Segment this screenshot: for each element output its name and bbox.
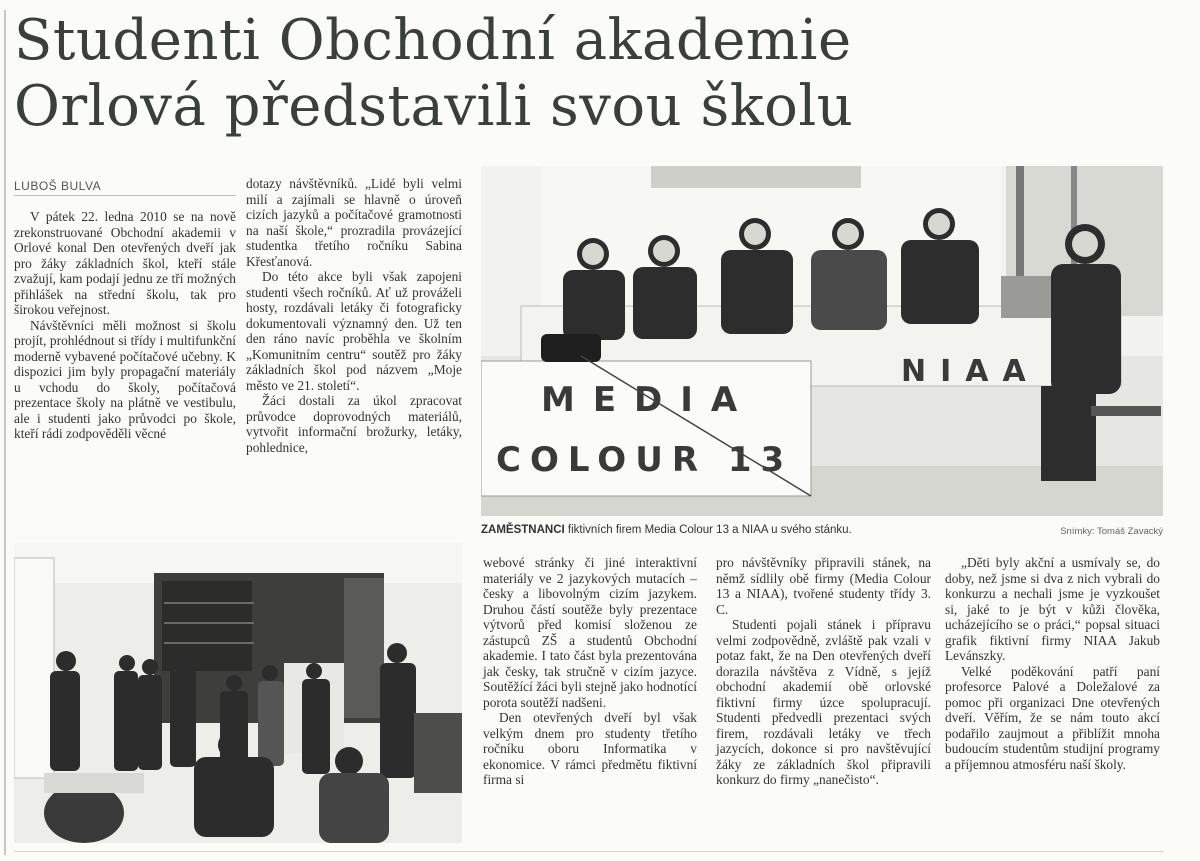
paragraph: Do této akce byli však zapojeni studenti všech ročníků. Ať už prováželi hosty, rozdávali letáky či fotograficky dokumentovali významný den. Už ten den ráno navíc proběhla ve školním „Komunitním centru“ soutěž pro žáky základních škol pod názvem „Moje město ve 21. století“. bbox=[246, 269, 462, 393]
headline-line-1: Studenti Obchodní akademie bbox=[14, 8, 852, 73]
paragraph: dotazy návštěvníků. „Lidé byli velmi milí a zajímali se hlavně o úroveň cizích jazyků a počítačové gramotnosti na naší škole,“ prozradila provázející studentka třetího ročníku Sabina Křesťanová. bbox=[246, 176, 462, 269]
photo-booth-staff-image bbox=[481, 166, 1163, 516]
photo-presentation bbox=[14, 543, 462, 843]
caption-text: fiktivních firem Media Colour 13 a NIAA u svého stánku. bbox=[564, 524, 852, 536]
banner-media-text: MEDIA bbox=[541, 380, 756, 420]
caption-lead: ZAMĚSTNANCI bbox=[481, 524, 565, 536]
page-edge-rule bbox=[4, 10, 6, 855]
photo-credit: Snímky: Tomáš Zavacký bbox=[1060, 526, 1163, 537]
headline bbox=[14, 8, 974, 140]
headline-line-2: Orlová představili svou školu bbox=[14, 74, 854, 139]
text-column-5 bbox=[945, 555, 1160, 772]
paragraph: webové stránky či jiné interaktivní materiály ve 2 jazykových mutacích – česky a libovolným cizím jazykem. Druhou částí soutěže byly prezentace výtvorů před komisí složenou ze zástupců ZŠ a studentů Obchodní akademie. I tato část byla prezentována jak česky, tak stručně v cizím jazyce. Soutěžící žáci byli stejně jako hodnotící porota soutěží nadšeni. bbox=[483, 555, 697, 710]
banner-niaa-text: NIAA bbox=[901, 354, 1040, 389]
paragraph: pro návštěvníky připravili stánek, na němž sídlily obě firmy (Media Colour 13 a NIAA), tvořené studenty třídy 3. C. bbox=[716, 555, 931, 617]
text-column-3 bbox=[483, 555, 697, 788]
paragraph: Návštěvníci měli možnost si školu projít, prohlédnout si třídy i multifunkční moderně vybavené počítačové učebny. K dispozici jim byly propagační materiály u vchodu do školy, počítačová prezentace školy na plátně ve vestibulu, ale i studenti jako průvodci po škole, kteří rádi zodpověděli věcné bbox=[14, 317, 236, 441]
paragraph: V pátek 22. ledna 2010 se na nově zrekonstruované Obchodní akademii v Orlové konal Den otevřených dveří jak pro žáky základních škol, kteří stále zvažují, kam podají jednu ze tří možných přihlášek na střední školu, tak pro širokou veřejnost. bbox=[14, 209, 236, 317]
text-column-1 bbox=[14, 209, 236, 442]
bottom-rule bbox=[14, 851, 1164, 852]
paragraph: „Děti byly akční a usmívaly se, do doby, než jsme si dva z nich vybrali do konkurzu a nechali jsme je vyzkoušet si, jaké to je být v kůži člověka, ucházejícího se o práci,“ popsal situaci grafik fiktivní firmy NIAA Jakub Levánszky. bbox=[945, 555, 1160, 663]
paragraph: Žáci dostali za úkol zpracovat průvodce doprovodných materiálů, vytvořit informační brožurky, letáky, pohlednice, bbox=[246, 393, 462, 455]
paragraph: Velké poděkování patří paní profesorce Palové a Doležalové za pomoc při organizaci Dne otevřených dveří. Věřím, že se nám touto akcí podařilo zaujmout a přiblížit mnoha budoucím studentům studijní programy a příjemnou atmosféru naší školy. bbox=[945, 663, 1160, 772]
paragraph: Den otevřených dveří byl však velkým dnem pro studenty třetího ročníku oboru Informatika v ekonomice. V rámci předmětu fiktivní firma si bbox=[483, 710, 697, 787]
author-byline: LUBOŠ BULVA bbox=[14, 179, 236, 196]
photo-presentation-image bbox=[14, 543, 462, 843]
text-column-2 bbox=[246, 176, 462, 455]
photo-booth-staff bbox=[481, 166, 1163, 516]
paragraph: Studenti pojali stánek i přípravu velmi zodpovědně, zvláště pak vzali v potaz fakt, že na Den otevřených dveří dorazila návštěva z Vídně, s jejíž obchodní akademií obě orlovské fiktivní firmy úzce spolupracují. Studenti předvedli prezentaci svých firem, rozdávali letáky ve třech jazycích, dokonce si pro navštěvující žáky ze základních škol připravili konkurz do firmy „nanečisto“. bbox=[716, 617, 931, 787]
banner-colour-text: COLOUR 13 bbox=[496, 440, 794, 480]
text-column-4 bbox=[716, 555, 931, 788]
photo-caption bbox=[481, 524, 1041, 536]
